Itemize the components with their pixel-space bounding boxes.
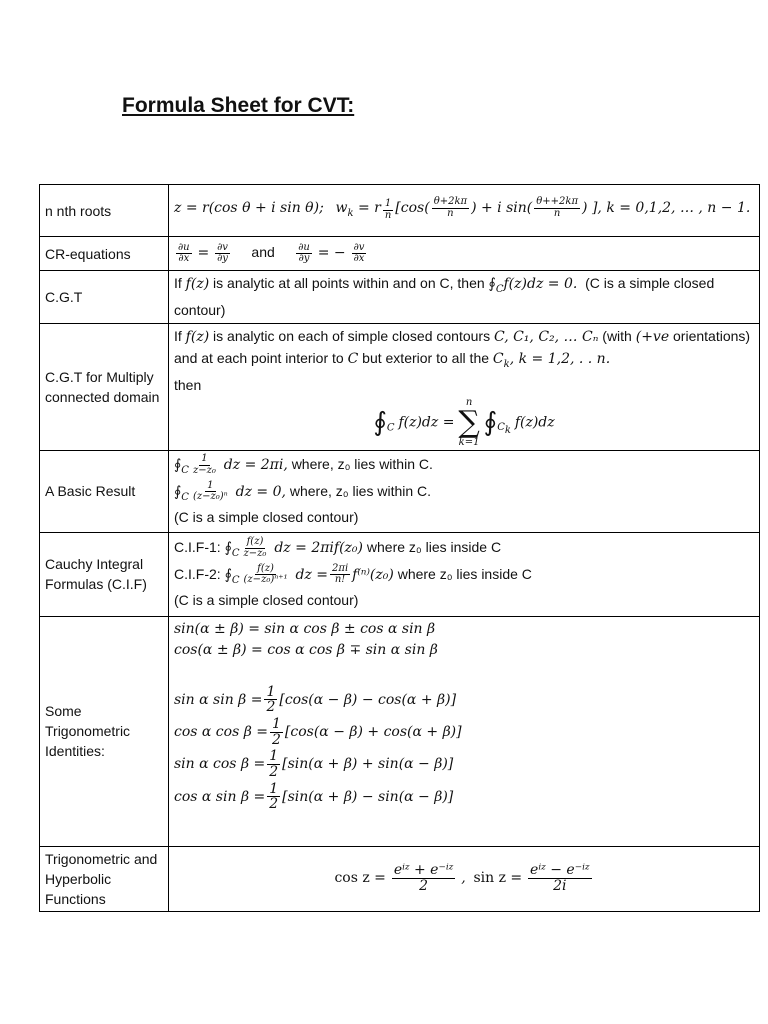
cr-equations-formula: $\frac{\partial u}{\partial x}$ = $\frac{\partial v}{\partial y}$ and $\frac{\partial u}{\partial y}$ = − $\frac{\partial v}{\partial x}$ (169, 237, 760, 271)
row-label: n nth roots (40, 185, 169, 237)
table-row (40, 450, 760, 532)
row-label: C.G.T for Multiply connected domain (40, 323, 169, 450)
table-row (40, 271, 760, 324)
row-label: Trigonometric and Hyperbolic Functions (40, 846, 169, 911)
row-label: Some Trigonometric Identities: (40, 616, 169, 846)
table-row (40, 185, 760, 237)
cgt-multi-formula: $∮_C$ f(z)dz = n ∑ k=1 $∮_{C_k}$ f(z)dz (373, 396, 555, 448)
page-title: Formula Sheet for CVT: (122, 94, 355, 117)
trig-identities: sin(α ± β) = sin α cos β ± cos α sin β cos(α ± β) = cos α cos β ∓ sin α sin β sin α sin β = $\frac{1}{2}$ [cos(α − β) − cos(α + β)] cos α cos β = $\frac{1}{2}$ [cos(α − β) + cos(α + β)] sin α cos β = $\frac{1}{2}$ [sin(α + β) + sin(α − β)] cos α sin β = $\frac{1}{2}$ [sin(α + β) − sin(α − β)] (169, 616, 760, 846)
cgt-multi-statement: If f(z) is analytic on each of simple closed contours C, C₁, C₂, … Cₙ (with (+ve orientations) and at each point interior to C but exterior to all the $C_k$, k = 1,2, . . n. then $∮_C$ f(z)dz = n ∑ k=1 $∮_{C_k}$ f(z)dz (169, 323, 760, 450)
table-row (40, 616, 760, 846)
hyperbolic-functions: cos z = $\frac{\text{eⁱᶻ + e⁻ⁱᶻ}}{2}$ , sin z = $\frac{\text{eⁱᶻ − e⁻ⁱᶻ}}{2i}$ (169, 846, 760, 911)
table-row (40, 237, 760, 271)
nth-roots-formula: z = r(cos θ + i sin θ); $w_k = r$ $\frac{1}{n}$ [cos( $\frac{\theta+2k\pi}{n}$ ) + i sin( $\frac{\theta++2k\pi}{n}$ ) ], k = 0,1,2, … , n − 1. (169, 185, 760, 237)
row-label: C.G.T (40, 271, 169, 324)
table-row (40, 532, 760, 616)
row-label: CR-equations (40, 237, 169, 271)
cgt-statement: If f(z) is analytic at all points within and on C, then $∮_Cf(z)dz = 0$. (C is a simple closed contour) (169, 271, 760, 324)
row-label: Cauchy Integral Formulas (C.I.F) (40, 532, 169, 616)
formula-table (39, 184, 760, 912)
table-row (40, 323, 760, 450)
basic-result: $∮_C$ $\frac{1}{\text{z−z₀}}$ dz = 2πi, where, z₀ lies within C. $∮_C$ $\frac{1}{\text{(z−z₀)ⁿ}}$ dz = 0, where, z₀ lies within C. (C is a simple closed contour) (169, 450, 760, 532)
cif-formulas: C.I.F-1: $∮_C$ $\frac{f(z)}{\text{z−z₀}}$ dz = 2πif(z₀) where z₀ lies inside C C.I.F-2: $∮_C$ $\frac{f(z)}{\text{(z−z₀)ⁿ⁺¹}}$ dz = $\frac{2\pi i}{n!}$ f⁽ⁿ⁾(z₀) where z₀ lies inside C (C is a simple closed contour) (169, 532, 760, 616)
row-label: A Basic Result (40, 450, 169, 532)
exponent-fraction: $\frac{1}{n}$ (384, 198, 392, 221)
table-row (40, 846, 760, 911)
